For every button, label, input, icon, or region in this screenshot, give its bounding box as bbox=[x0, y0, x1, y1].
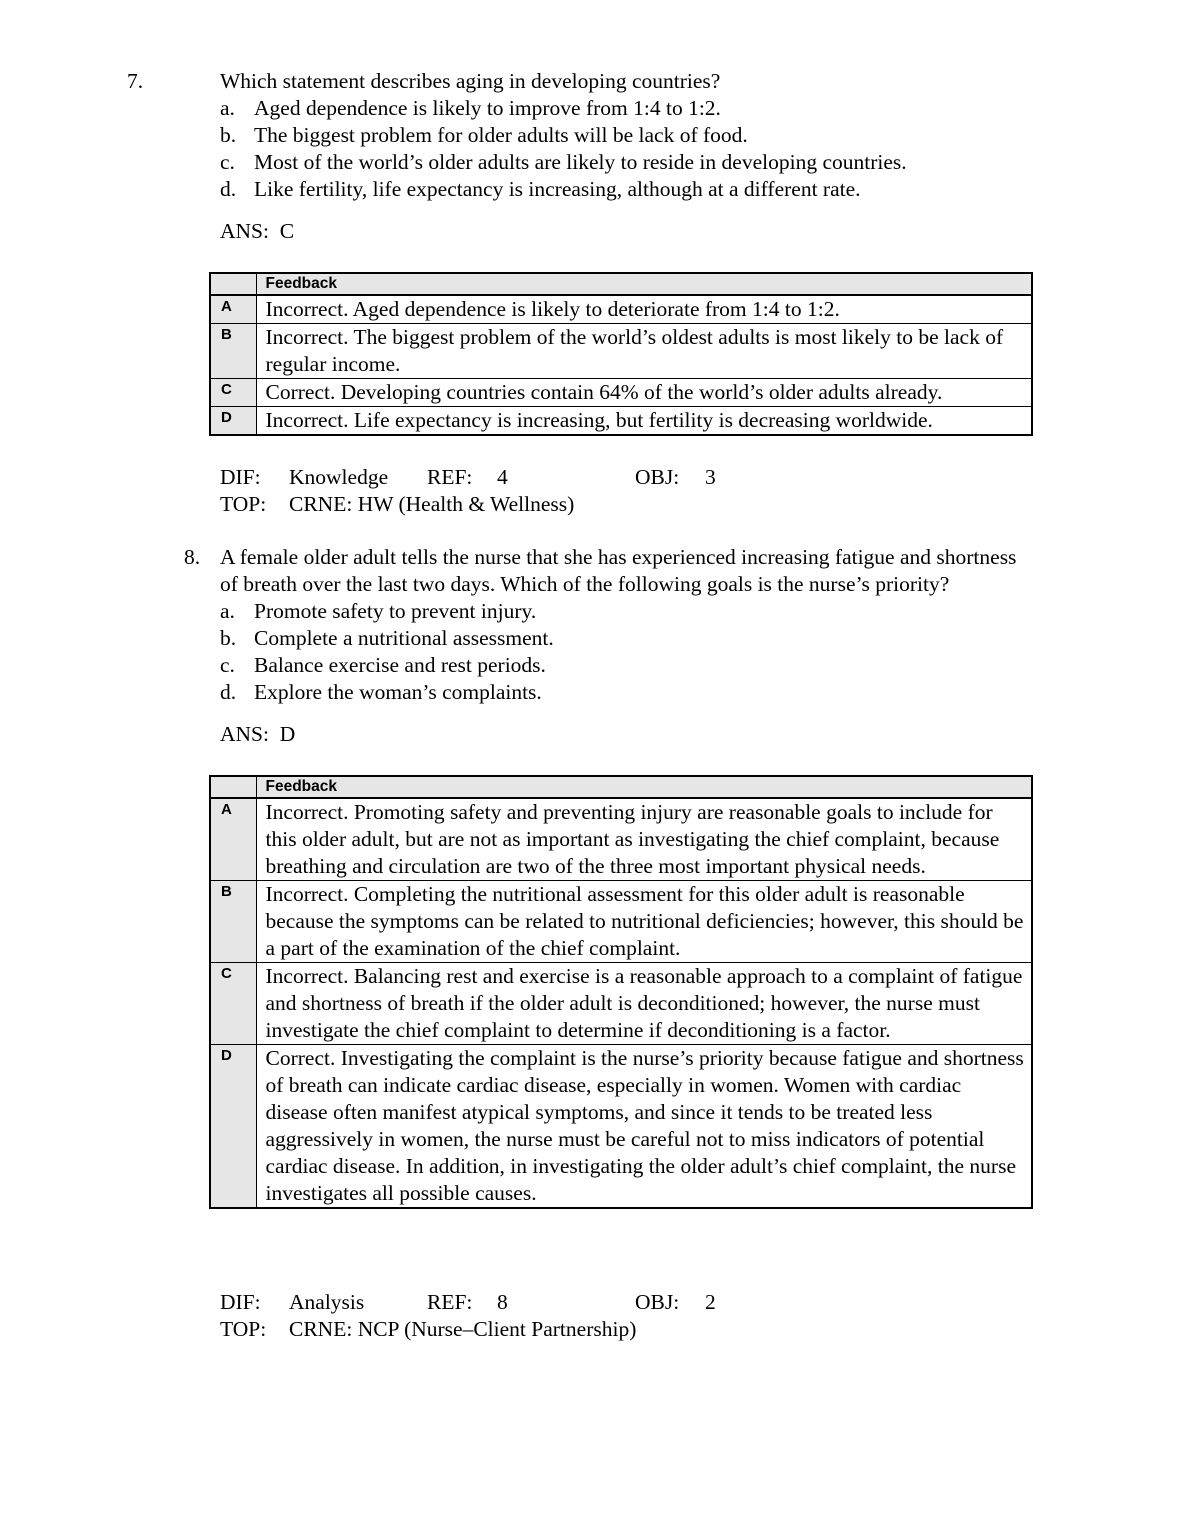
option-a bbox=[220, 598, 536, 625]
feedback-text: Incorrect. Balancing rest and exercise is a reasonable approach to a complaint of fatigue and shortness of breath if the older adult is deconditioned; however, the nurse must investigate the chief complaint to determine if deconditioning is a factor. bbox=[256, 963, 1032, 1045]
option-text: Complete a nutritional assessment. bbox=[254, 626, 554, 650]
option-b bbox=[220, 122, 748, 149]
option-text: Most of the world’s older adults are likely to reside in developing countries. bbox=[254, 150, 907, 174]
option-a bbox=[220, 95, 721, 122]
feedback-row bbox=[210, 295, 1032, 324]
feedback-header-row bbox=[210, 776, 1032, 798]
feedback-row bbox=[210, 407, 1032, 436]
option-letter: b. bbox=[220, 123, 237, 147]
dif-value: Knowledge bbox=[289, 465, 389, 489]
feedback-key: C bbox=[210, 963, 256, 1045]
feedback-text: Correct. Developing countries contain 64% of the world’s older adults already. bbox=[256, 379, 1032, 407]
feedback-header-row bbox=[210, 273, 1032, 295]
feedback-row bbox=[210, 379, 1032, 407]
feedback-row bbox=[210, 1045, 1032, 1209]
question-number: 8. bbox=[184, 545, 201, 569]
feedback-key: D bbox=[210, 1045, 256, 1209]
option-text: Aged dependence is likely to improve from 1:4 to 1:2. bbox=[254, 96, 721, 120]
dif-value: Analysis bbox=[289, 1290, 365, 1314]
feedback-key: D bbox=[210, 407, 256, 436]
question-number: 7. bbox=[127, 69, 144, 93]
feedback-key: B bbox=[210, 324, 256, 379]
option-text: Balance exercise and rest periods. bbox=[254, 653, 546, 677]
answer: ANS: D bbox=[220, 722, 296, 746]
feedback-text: Incorrect. Aged dependence is likely to deteriorate from 1:4 to 1:2. bbox=[256, 295, 1032, 324]
feedback-key: B bbox=[210, 881, 256, 963]
option-d bbox=[220, 679, 542, 706]
option-letter: a. bbox=[220, 96, 235, 120]
top-label: TOP: bbox=[220, 492, 267, 516]
obj-value: 3 bbox=[705, 465, 716, 489]
header-blank-cell bbox=[210, 273, 256, 295]
ref-label: REF: bbox=[427, 1290, 473, 1314]
ref-value: 4 bbox=[497, 465, 508, 489]
option-text: Promote safety to prevent injury. bbox=[254, 599, 537, 623]
feedback-text: Correct. Investigating the complaint is the nurse’s priority because fatigue and shortness of breath can indicate cardiac disease, especially in women. Women with cardiac disease often manifest atypical symptoms, and since it tends to be treated less aggressively in women, the nurse must be careful not to miss indicators of potential cardiac disease. In addition, in investigating the older adult’s chief complaint, the nurse investigates all possible causes. bbox=[256, 1045, 1032, 1209]
option-letter: c. bbox=[220, 150, 235, 174]
dif-label: DIF: bbox=[220, 1290, 261, 1314]
option-text: Like fertility, life expectancy is increasing, although at a different rate. bbox=[254, 177, 861, 201]
question-stem-line-1: A female older adult tells the nurse that she has experienced increasing fatigue and shortness bbox=[220, 545, 1017, 569]
option-c bbox=[220, 149, 907, 176]
option-d bbox=[220, 176, 861, 203]
question-stem: Which statement describes aging in developing countries? bbox=[220, 69, 721, 93]
option-letter: d. bbox=[220, 680, 237, 704]
feedback-header: Feedback bbox=[256, 776, 1032, 798]
feedback-text: Incorrect. Completing the nutritional assessment for this older adult is reasonable because the symptoms can be related to nutritional deficiencies; however, this should be a part of the examination of the chief complaint. bbox=[256, 881, 1032, 963]
feedback-key: A bbox=[210, 798, 256, 881]
feedback-text: Incorrect. Life expectancy is increasing, but fertility is decreasing worldwide. bbox=[256, 407, 1032, 436]
header-blank-cell bbox=[210, 776, 256, 798]
ref-value: 8 bbox=[497, 1290, 508, 1314]
feedback-header: Feedback bbox=[256, 273, 1032, 295]
feedback-row bbox=[210, 324, 1032, 379]
option-letter: a. bbox=[220, 599, 235, 623]
top-value: CRNE: NCP (Nurse–Client Partnership) bbox=[289, 1317, 637, 1341]
feedback-text: Incorrect. Promoting safety and preventing injury are reasonable goals to include for this older adult, but are not as important as investigating the chief complaint, because breathing and circulation are two of the three most important physical needs. bbox=[256, 798, 1032, 881]
feedback-text: Incorrect. The biggest problem of the world’s oldest adults is most likely to be lack of regular income. bbox=[256, 324, 1032, 379]
feedback-table bbox=[209, 272, 1033, 436]
obj-value: 2 bbox=[705, 1290, 716, 1314]
option-b bbox=[220, 625, 554, 652]
obj-label: OBJ: bbox=[635, 1290, 680, 1314]
ref-label: REF: bbox=[427, 465, 473, 489]
feedback-key: C bbox=[210, 379, 256, 407]
dif-label: DIF: bbox=[220, 465, 261, 489]
option-letter: c. bbox=[220, 653, 235, 677]
answer: ANS: C bbox=[220, 219, 295, 243]
top-value: CRNE: HW (Health & Wellness) bbox=[289, 492, 575, 516]
question-stem-line-2: of breath over the last two days. Which of the following goals is the nurse’s priority? bbox=[220, 572, 950, 596]
option-text: The biggest problem for older adults will be lack of food. bbox=[254, 123, 748, 147]
option-letter: b. bbox=[220, 626, 237, 650]
option-text: Explore the woman’s complaints. bbox=[254, 680, 542, 704]
feedback-row bbox=[210, 798, 1032, 881]
feedback-table bbox=[209, 775, 1033, 1209]
option-c bbox=[220, 652, 546, 679]
option-letter: d. bbox=[220, 177, 237, 201]
feedback-key: A bbox=[210, 295, 256, 324]
feedback-row bbox=[210, 963, 1032, 1045]
top-label: TOP: bbox=[220, 1317, 267, 1341]
obj-label: OBJ: bbox=[635, 465, 680, 489]
feedback-row bbox=[210, 881, 1032, 963]
